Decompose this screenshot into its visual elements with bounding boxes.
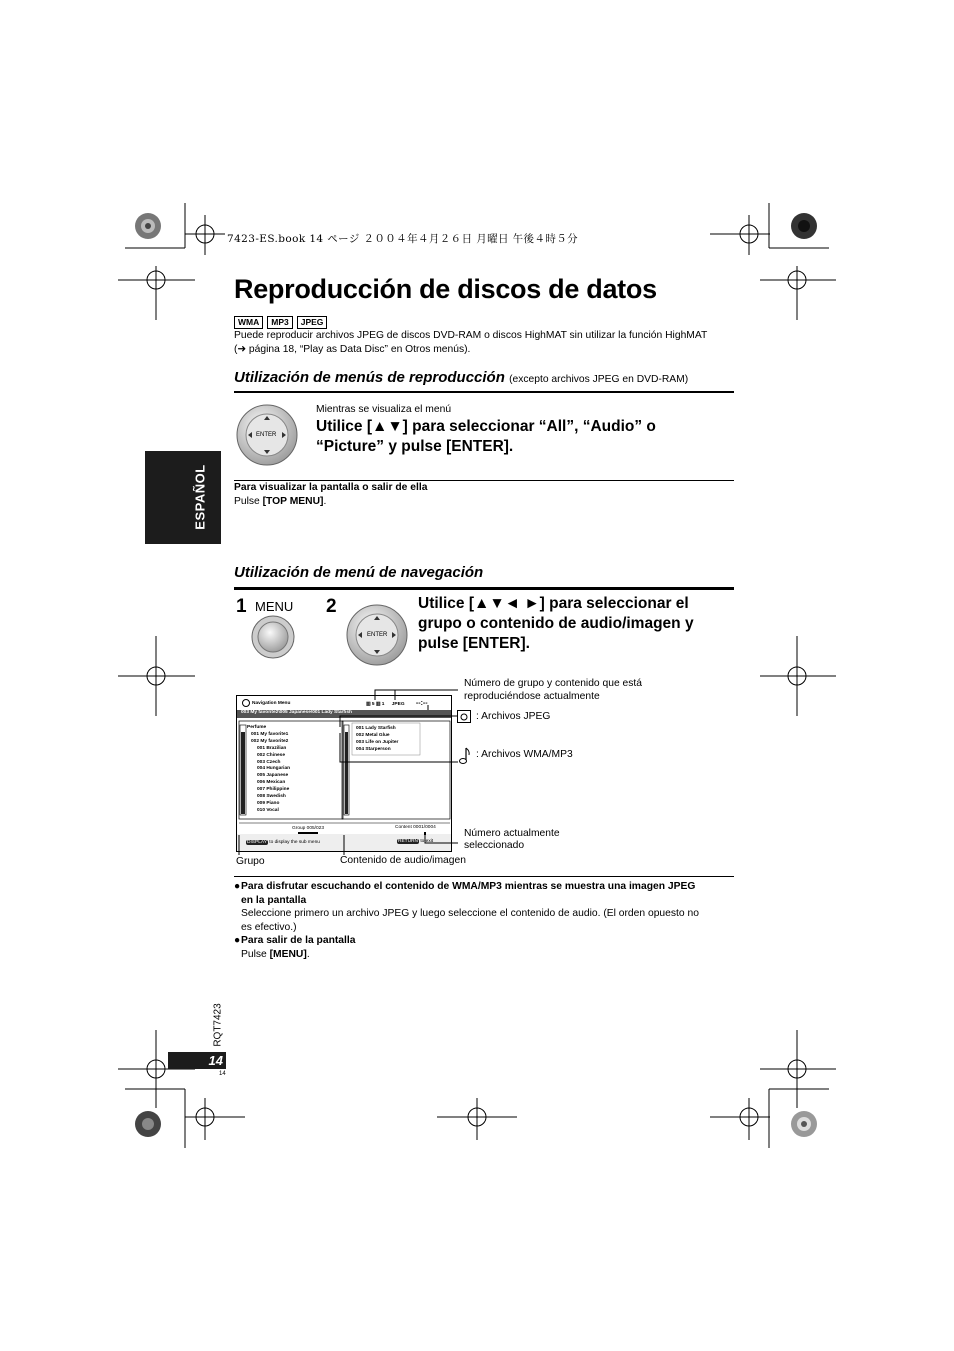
music-note-icon <box>457 747 471 765</box>
list-item[interactable]: 004 Hungarian <box>257 766 291 772</box>
intro-text: Puede reproducir archivos JPEG de discos DVD-RAM o discos HighMAT sin utilizar la función HighMAT (➜ página 18, “Play as Data Disc” en Otros menús). <box>234 330 708 355</box>
language-tab-label: ESPAÑOL <box>192 464 208 530</box>
instruction-1: Utilice [▲▼] para seleccionar “All”, “Audio” o “Picture” y pulse [ENTER]. <box>316 418 656 455</box>
document-code: RQT7423 <box>212 1003 224 1047</box>
content-status: Content 0001/0004 <box>395 825 436 830</box>
callout-current: Número actualmente seleccionado <box>464 828 560 851</box>
list-item[interactable]: 002 Metal Glue <box>356 732 390 738</box>
list-item[interactable]: 004 Starperson <box>356 746 391 752</box>
list-item[interactable]: 006 Mexican <box>257 780 286 786</box>
sub-text: Pulse [TOP MENU]. <box>234 496 327 507</box>
page-number-small: 14 <box>219 1071 226 1077</box>
menu-button-label: MENU <box>255 599 294 614</box>
divider <box>234 876 734 877</box>
group-status: Group 005/023 <box>292 826 325 831</box>
list-item[interactable]: 009 Piano <box>257 800 280 806</box>
camera-icon <box>457 710 471 723</box>
menu-caption: Mientras se visualiza el menú <box>316 404 452 415</box>
list-item[interactable]: 002 Chinese <box>257 752 285 758</box>
callout-content: Contenido de audio/imagen <box>340 855 466 866</box>
list-item[interactable]: 003 Life on Jupiter <box>356 739 399 745</box>
page-title: Reproducción de discos de datos <box>234 274 657 304</box>
display-hint: DISPLAY to display the sub menu <box>247 840 320 845</box>
enter-label: ENTER <box>256 432 277 438</box>
print-header: 7423-ES.book 14 ページ ２００４年４月２６日 月曜日 午後４時５分 <box>227 233 579 245</box>
section-heading-playback-menu: Utilización de menús de reproducción (excepto archivos JPEG en DVD-RAM) <box>234 369 689 386</box>
sub-heading: Para visualizar la pantalla o salir de ella <box>234 482 428 493</box>
list-item[interactable]: 003 Czech <box>257 759 281 765</box>
list-item[interactable]: 002 My favorite2 <box>251 738 289 744</box>
return-hint: RETURN to exit <box>398 839 434 844</box>
list-item[interactable]: 001 Lady Starfish <box>356 726 396 731</box>
screen-path: 003 My favorite2\005 Japanese\001 Lady Starfish <box>241 710 352 715</box>
list-item[interactable]: 007 Philippine <box>257 787 290 793</box>
list-item[interactable]: 001 My favorite1 <box>251 731 289 737</box>
section-heading-navigation-menu: Utilización de menú de navegación <box>234 564 484 581</box>
list-item[interactable]: Perfume <box>247 725 267 730</box>
badge-wma: WMA <box>234 316 263 329</box>
enter-label: ENTER <box>367 632 388 638</box>
screen-counter: ▥ 5 ▥ 1 JPEG --:-- <box>366 700 428 707</box>
callout-wma: : Archivos WMA/MP3 <box>476 749 573 760</box>
bullet-list: ● Para disfrutar escuchando el contenido de WMA/MP3 mientras se muestra una imagen JPEG en la pantalla Seleccione primero un archivo JPEG y luego seleccione el contenido de audio. (El orden opuesto no es efectivo.) ● Para salir de la pantalla Pulse [MENU]. <box>234 881 699 960</box>
step-number-2: 2 <box>326 596 337 617</box>
list-item[interactable]: 001 Brazilian <box>257 745 287 751</box>
list-item[interactable]: 010 Vocal <box>257 807 279 813</box>
instruction-2: Utilice [▲▼◄ ►] para seleccionar el grupo o contenido de audio/imagen y pulse [ENTER]. <box>418 595 694 652</box>
badge-jpeg: JPEG <box>297 316 328 329</box>
badge-mp3: MP3 <box>267 316 292 329</box>
step-number-1: 1 <box>236 596 247 617</box>
screen-title: Navigation Menu <box>252 701 291 706</box>
page-number: 14 <box>168 1052 226 1069</box>
callout-playing: Número de grupo y contenido que está reproduciéndose actualmente <box>464 678 643 702</box>
list-item[interactable]: 008 Swedish <box>257 794 286 800</box>
list-item[interactable]: 005 Japanese <box>257 773 289 779</box>
callout-jpeg: : Archivos JPEG <box>476 711 551 722</box>
callout-group: Grupo <box>236 856 265 867</box>
